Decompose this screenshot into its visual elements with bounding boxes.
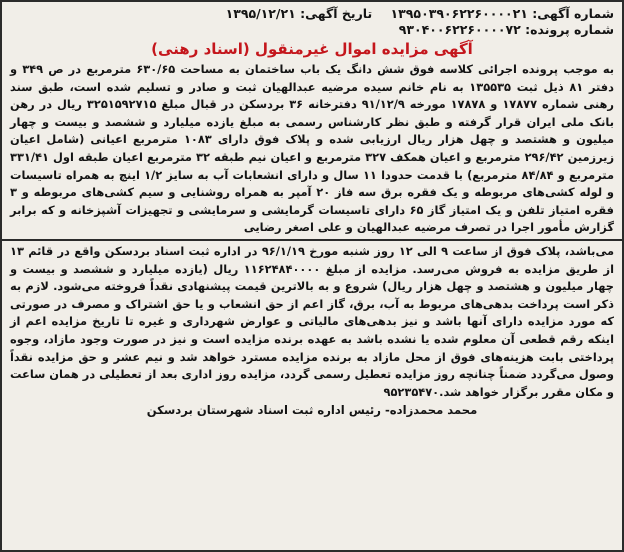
column-divider: [2, 239, 622, 241]
ad-date: تاریخ آگهی: ۱۳۹۵/۱۲/۲۱: [225, 6, 373, 21]
notice-paragraph-2: می‌باشد، پلاک فوق از ساعت ۹ الی ۱۲ روز شنبه مورخ ۹۶/۱/۱۹ در اداره ثبت اسناد بردسکن واقع در قائم ۱۳ از طریق مزایده به فروش می‌رسد. مزایده از مبلغ ۱۱۶۲۴۸۴۰۰۰۰ ریال (یازده میلیارد و ششصد و بیست و چهار میلیون و هشتصد و چهل هزار ریال) شروع و به بالاترین قیمت پیشنهادی نقداً فروخته می‌شود. لازم به ذکر است پرداخت بدهی‌های مربوط به آب، برق، گاز اعم از حق انشعاب و یا حق اشتراک و مصرف در صورتی که مورد مزایده دارای آنها باشد و نیز بدهی‌های مالیاتی و عوارض شهرداری و غیره تا تاریخ مزایده اعم از اینکه رقم قطعی آن معلوم شده یا نشده باشد به عهده برنده مزایده است و نیز در صورت وجود مازاد، وجوه پرداختی بابت هزینه‌های فوق از محل مازاد به برنده مزایده مسترد خواهد شد و نیم عشر و حق مزایده نقداً وصول می‌گردد ضمناً چنانچه روز مزایده تعطیل رسمی گردد، مزایده روز اداری بعد از تعطیلی در همان ساعت و مکان مقرر برگزار خواهد شد.۹۵۲۳۵۴۷۰: [10, 243, 615, 399]
notice-meta-line-2: [10, 22, 614, 38]
notice-paragraph-1: به موجب پرونده اجرائی کلاسه فوق شش دانگ یک باب ساختمان به مساحت ۶۳۰/۶۵ مترمربع در ص ۳۴۹ و دفتر ۸۱ ذیل ثبت ۱۳۵۵۳۵ به نام خانم سیده مرضیه عبدالهیان ثبت و صادر و تسلیم شده است، طبق سند رهنی شماره ۱۷۸۷۷ و ۱۷۸۷۸ مورخه ۹۱/۱۲/۹ دفترخانه ۳۶ بردسکن در قبال مبلغ ۳۲۵۱۵۹۲۷۱۵ ریال در رهن بانک ملی ایران قرار گرفته و طبق نظر کارشناس رسمی به مبلغ یازده میلیارد و ششصد و بیست و چهار میلیون و هشتصد و چهل هزار ریال ارزیابی شده و پلاک فوق دارای ۱۰۸۳ مترمربع اعیانی (شامل اعیان زیرزمین ۲۹۶/۴۲ مترمربع و اعیان همکف ۳۲۷ مترمربع و اعیان نیم طبقه ۳۲ مترمربع اعیان طبقه اول ۳۳۱/۴۱ مترمربع و ۸۴/۸۴ مترمربع) با قدمت حدودا ۱۱ سال و دارای انشعابات آب به سایز ۱/۲ اینچ به همراه تاسیسات و لوله کشی‌های مربوطه و یک فقره برق سه فاز ۲۰ آمپر به همراه روشنایی و سیم کشی‌های مربوطه و ۳ فقره امتیاز تلفن و یک امتیاز گاز ۶۵ دارای تاسیسات گرمایشی و سرمایشی و تجهیزات آشپزخانه و که برابر گزارش مأمور اجرا در تصرف مرضیه عبدالهیان و علی اصغر رضایی: [10, 62, 615, 235]
notice-title: آگهی مزایده اموال غیرمنقول (اسناد رهنی): [151, 40, 473, 58]
notice-meta-line-1: [10, 6, 614, 22]
signature-line: محمد محمدزاده- رئیس اداره ثبت اسناد شهرستان بردسکن: [146, 403, 478, 418]
ad-number: شماره آگهی: ۱۳۹۵۰۳۹۰۶۲۲۶۰۰۰۰۲۱: [390, 6, 614, 21]
file-number: شماره پرونده: ۹۳۰۴۰۰۶۲۲۶۰۰۰۰۷۲: [398, 22, 614, 37]
